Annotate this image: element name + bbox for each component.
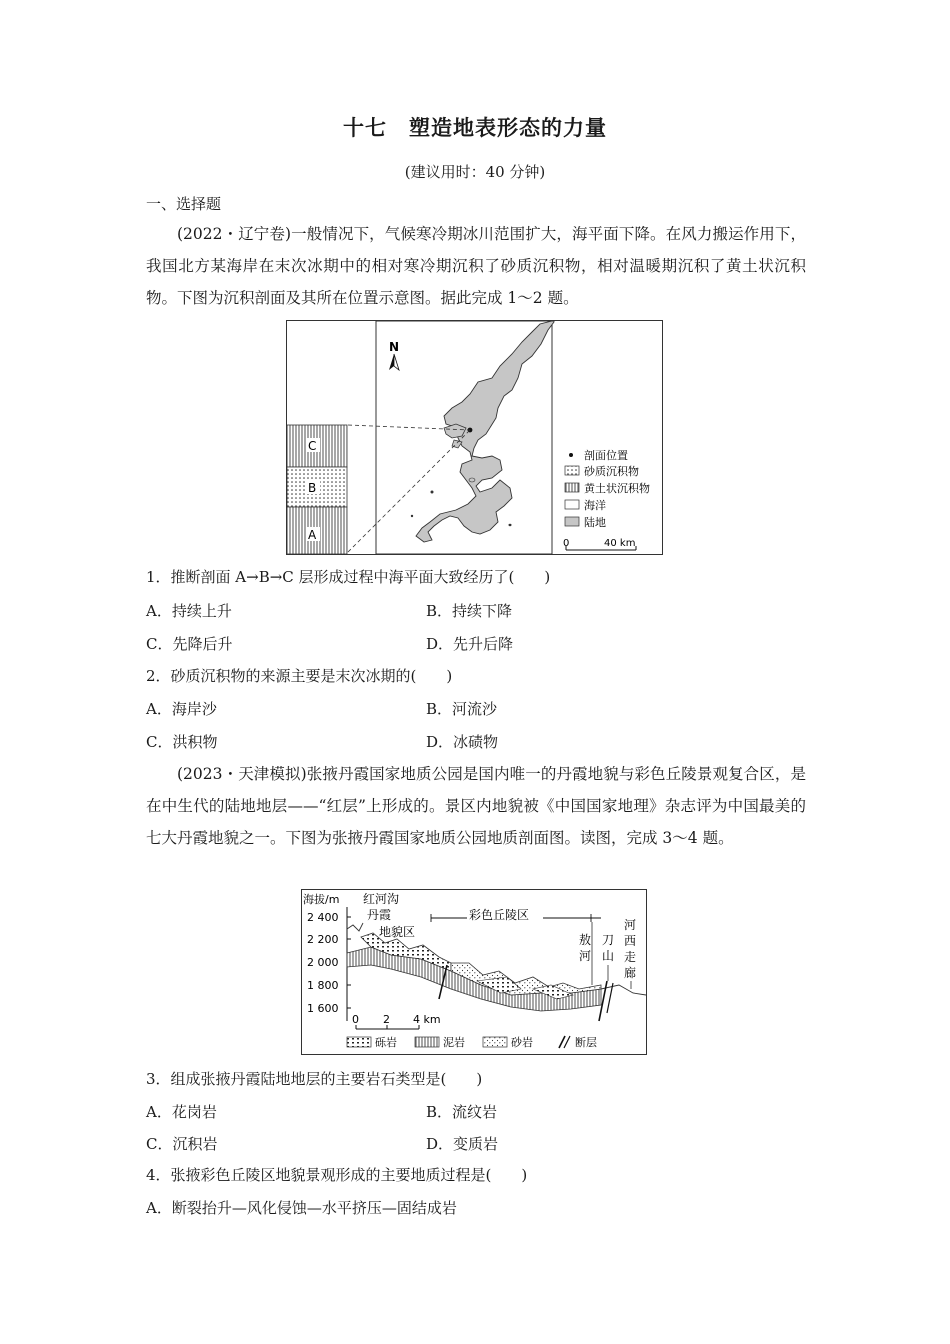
label-color-hills: 彩色丘陵区: [469, 908, 530, 922]
question-4: 4．张掖彩色丘陵区地貌景观形成的主要地质过程是( ): [146, 1166, 528, 1184]
legend-loess: 黄土状沉积物: [584, 482, 650, 495]
layer-c-label: C: [308, 439, 317, 453]
layer-b-label: B: [308, 481, 317, 495]
q1-option-c[interactable]: C．先降后升: [146, 635, 233, 653]
q2-option-d[interactable]: D．冰碛物: [426, 733, 499, 751]
label-hexi-1: 河: [624, 918, 637, 932]
intro-paragraph-1: (2022・辽宁卷)一般情况下，气候寒冷期冰川范围扩大，海平面下降。在风力搬运作用下，我国北方某海岸在末次冰期中的相对寒冷期沉积了砂质沉积物，相对温暖期沉积了黄土状沉积物。下图为沉积剖面及其所在位置示意图。据此完成 1～2 题。: [146, 225, 806, 307]
label-hexi-3: 走: [624, 950, 637, 964]
page-title: 十七 塑造地表形态的力量: [343, 115, 607, 140]
map-legend: [565, 448, 650, 529]
q1-option-d[interactable]: D．先升后降: [426, 635, 514, 653]
legend-conglomerate: 砾岩: [375, 1036, 397, 1049]
question-1: 1．推断剖面 A→B→C 层形成过程中海平面大致经历了( ): [146, 568, 551, 586]
label-hexi-4: 廊: [624, 966, 637, 980]
q4-option-a[interactable]: A．断裂抬升—风化侵蚀—水平挤压—固结成岩: [146, 1199, 457, 1217]
question-3: 3．组成张掖丹霞陆地地层的主要岩石类型是( ): [146, 1070, 483, 1088]
y-tick-1600: 1 600: [307, 1002, 339, 1015]
legend-sandy: 砂质沉积物: [584, 465, 639, 478]
label-danxia-region: 地貌区: [379, 925, 416, 939]
label-daoshan-2: 山: [602, 949, 615, 963]
intro-paragraph-2: (2023・天津模拟)张掖丹霞国家地质公园是国内唯一的丹霞地貌与彩色丘陵景观复合区，是在中生代的陆地地层——“红层”上形成的。景区内地貌被《中国国家地理》杂志评为中国最美的七大丹霞地貌之一。下图为张掖丹霞国家地质公园地质剖面图。读图，完成 3～4 题。: [146, 765, 806, 847]
y-axis-label: 海拔/m: [303, 893, 340, 906]
label-aohe-1: 敖: [579, 933, 592, 947]
question-2: 2．砂质沉积物的来源主要是末次冰期的( ): [146, 667, 453, 685]
label-honghegou: 红河沟: [363, 892, 400, 906]
q1-option-b[interactable]: B．持续下降: [426, 602, 513, 620]
y-tick-2400: 2 400: [307, 911, 339, 924]
q2-option-c[interactable]: C．洪积物: [146, 733, 218, 751]
label-danxia: 丹霞: [367, 908, 392, 922]
q3-option-b[interactable]: B．流纹岩: [426, 1103, 498, 1121]
section-heading: 一、选择题: [146, 195, 222, 213]
legend-sandstone: 砂岩: [511, 1036, 533, 1049]
time-hint: (建议用时：40 分钟): [404, 163, 546, 181]
sediment-profile: [287, 425, 347, 554]
geological-section-figure: [301, 889, 647, 1059]
north-label: N: [389, 340, 400, 354]
legend-fault: 断层: [575, 1036, 597, 1049]
legend-mudstone: 泥岩: [443, 1036, 465, 1049]
scale-bar: [563, 538, 636, 550]
q3-option-c[interactable]: C．沉积岩: [146, 1135, 218, 1153]
y-tick-2000: 2 000: [307, 956, 339, 969]
scale-zero: 0: [563, 538, 570, 549]
label-daoshan-1: 刀: [602, 933, 615, 947]
scale-40km: 40 km: [604, 538, 636, 549]
x-scale: [352, 1013, 441, 1029]
y-tick-2200: 2 200: [307, 933, 339, 946]
sediment-map-figure: [286, 320, 664, 560]
q2-option-b[interactable]: B．河流沙: [426, 700, 498, 718]
x-tick-4km: 4 km: [413, 1013, 441, 1026]
q1-option-a[interactable]: A．持续上升: [146, 602, 232, 620]
x-tick-2: 2: [383, 1013, 390, 1026]
q3-option-a[interactable]: A．花岗岩: [146, 1103, 217, 1121]
q3-option-d[interactable]: D．变质岩: [426, 1135, 499, 1153]
section-legend: [347, 1035, 597, 1049]
label-hexi-2: 西: [624, 934, 637, 948]
x-tick-0: 0: [352, 1013, 359, 1026]
fault-icon: [559, 1036, 565, 1048]
y-ticks: [307, 911, 351, 1015]
q2-option-a[interactable]: A．海岸沙: [146, 700, 217, 718]
legend-profile-location: 剖面位置: [584, 449, 628, 462]
layer-a-label: A: [308, 528, 317, 542]
legend-ocean: 海洋: [584, 499, 606, 512]
legend-land: 陆地: [584, 516, 606, 529]
y-tick-1800: 1 800: [307, 979, 339, 992]
label-aohe-2: 河: [579, 949, 592, 963]
